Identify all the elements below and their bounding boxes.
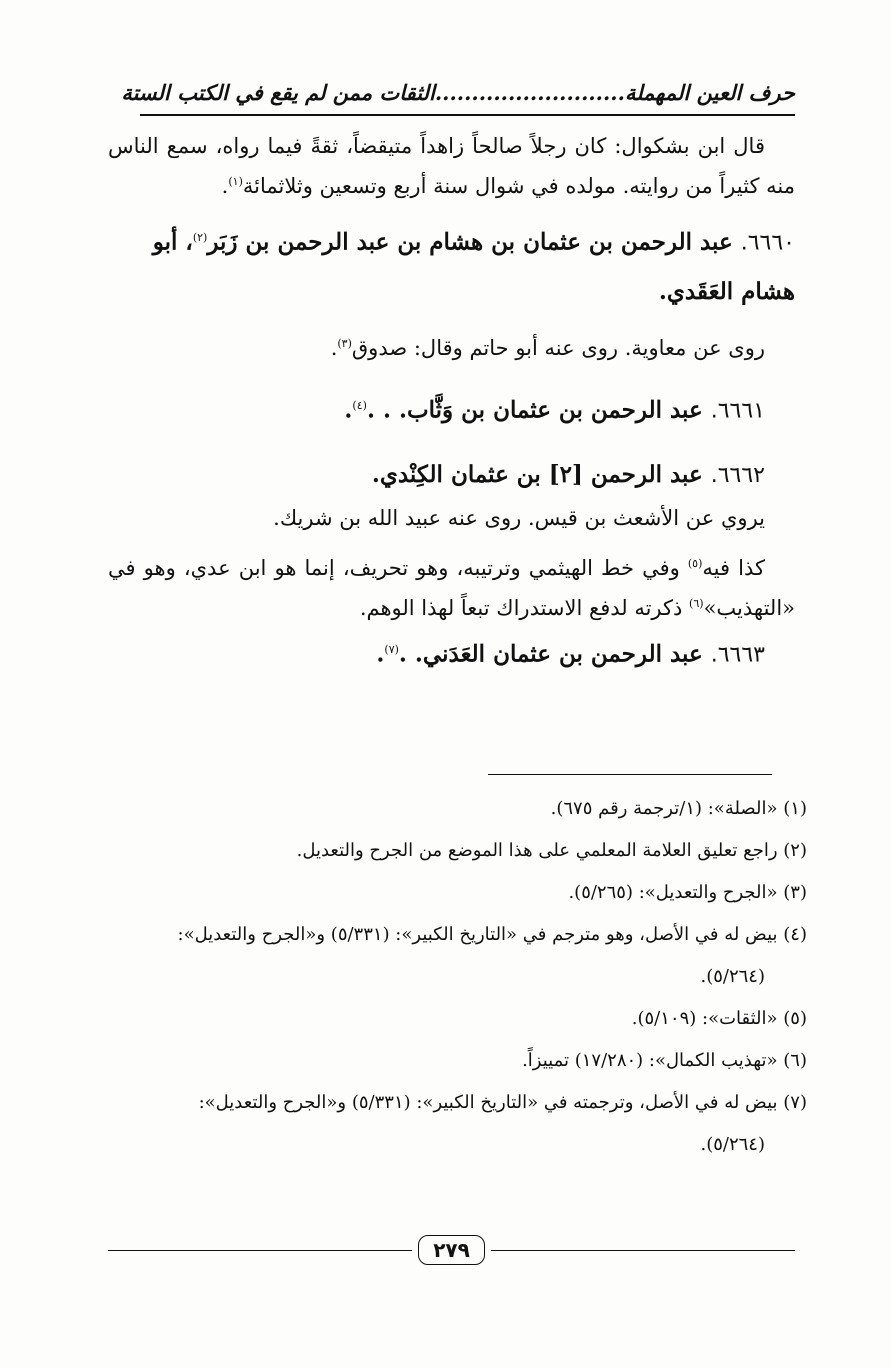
footnote-ref[interactable]: (٢) <box>192 231 208 244</box>
entry-number: ٦٦٦٣. <box>710 642 765 668</box>
entry-heading-tail: ، أبو هشام العَقَدي. <box>152 228 795 305</box>
paragraph-text: كذا فيه <box>702 556 765 581</box>
footnote-4-continued: (٥/٢٦٤). <box>700 966 765 987</box>
footnote-7: (٧) بيض له في الأصل، وترجمته في «التاريخ الكبير»: (٥/٣٣١) و«الجرح والتعديل»: <box>198 1092 807 1113</box>
entry-number: ٦٦٦١. <box>710 398 765 424</box>
paragraph-ibn-bashkuwal: قال ابن بشكوال: كان رجلاً صالحاً زاهداً متيقضاً، ثقةً فيما رواه، سمع الناس منه كثيراً من روايته. مولده في شوال سنة أربع وتسعين وثلاثمائة$^{(١)}$. <box>108 134 795 198</box>
footnote-separator <box>488 774 772 775</box>
footnote-3: (٣) «الجرح والتعديل»: (٥/٢٦٥). <box>568 882 807 903</box>
entry-number: ٦٦٦٠. <box>740 230 795 256</box>
entry-heading: عبد الرحمن بن عثمان بن وَثَّاب. . . <box>366 396 703 424</box>
header-chapter-title: حرف العين المهملة <box>624 79 795 105</box>
footnote-ref[interactable]: (٣) <box>337 336 352 350</box>
entry-6663: ٦٦٦٣. عبد الرحمن بن عثمان العَدَني. .$^{(٧)}$. <box>376 640 765 668</box>
entry-number: ٦٦٦٢. <box>710 463 765 489</box>
footnote-ref[interactable]: (٥) <box>687 557 703 571</box>
footnote-ref[interactable]: (٧) <box>384 643 399 657</box>
entry-6662 <box>108 451 795 500</box>
paragraph-text: قال ابن بشكوال: كان رجلاً صالحاً زاهداً متيقضاً، ثقةً فيما رواه، سمع الناس منه كثيراً من روايته. مولده في شوال سنة أربع وتسعين وثلاثمائة <box>108 134 795 198</box>
paragraph-6662-a <box>108 500 795 536</box>
footnote-5: (٥) «الثقات»: (٥/١٠٩). <box>631 1008 807 1029</box>
paragraph-text: ذكرته لدفع الاستدراك تبعاً لهذا الوهم. <box>359 596 690 621</box>
entry-heading: عبد الرحمن بن عثمان العَدَني. . <box>398 640 703 668</box>
footnote-ref[interactable]: (١) <box>228 175 243 188</box>
page-number: ٢٧٩ <box>418 1235 485 1265</box>
entry-6661: ٦٦٦١. عبد الرحمن بن عثمان بن وَثَّاب. . .$^{(٤)}$. <box>344 396 765 424</box>
running-header <box>121 70 795 116</box>
footer-rule-left <box>108 1250 412 1251</box>
main-text <box>108 128 795 680</box>
entry-heading: عبد الرحمن بن عثمان بن هشام بن عبد الرحمن بن زَبَر <box>207 228 733 256</box>
entry-6660 <box>108 214 795 316</box>
footnote-7-continued: (٥/٢٦٤). <box>700 1134 765 1155</box>
footnote-2: (٢) راجع تعليق العلامة المعلمي على هذا الموضع من الجرح والتعديل. <box>296 840 807 861</box>
page-footer <box>108 1230 795 1270</box>
footnote-4: (٤) بيض له في الأصل، وهو مترجم في «التاريخ الكبير»: (٥/٣٣١) و«الجرح والتعديل»: <box>177 924 807 945</box>
footnote-ref[interactable]: (٤) <box>352 398 367 412</box>
footer-rule-right <box>491 1250 795 1251</box>
paragraph-6662-b <box>108 546 795 626</box>
paragraph-text: وفي خط الهيثمي وترتيبه، وهو تحريف، إنما هو ابن عدي، وهو في «التهذيب» <box>108 556 795 621</box>
paragraph-text: روى عن معاوية. روى عنه أبو حاتم وقال: صدوق <box>351 335 765 360</box>
header-dots: .......................... <box>434 79 625 105</box>
paragraph-text: يروي عن الأشعث بن قيس. روى عنه عبيد الله بن شريك. <box>273 506 765 531</box>
entry-heading: عبد الرحمن [٢] بن عثمان الكِنْدي. <box>371 461 703 489</box>
footnote-ref[interactable]: (٦) <box>689 597 704 611</box>
footnotes <box>108 788 807 1166</box>
footnote-1: (١) «الصلة»: (١/ترجمة رقم ٦٧٥). <box>550 798 807 819</box>
header-book-title: الثقات ممن لم يقع في الكتب الستة <box>121 79 435 105</box>
paragraph-6660: روى عن معاوية. روى عنه أبو حاتم وقال: صدوق$^{(٣)}$. <box>330 335 765 360</box>
footnote-6: (٦) «تهذيب الكمال»: (١٧/٢٨٠) تمييزاً. <box>522 1050 807 1071</box>
